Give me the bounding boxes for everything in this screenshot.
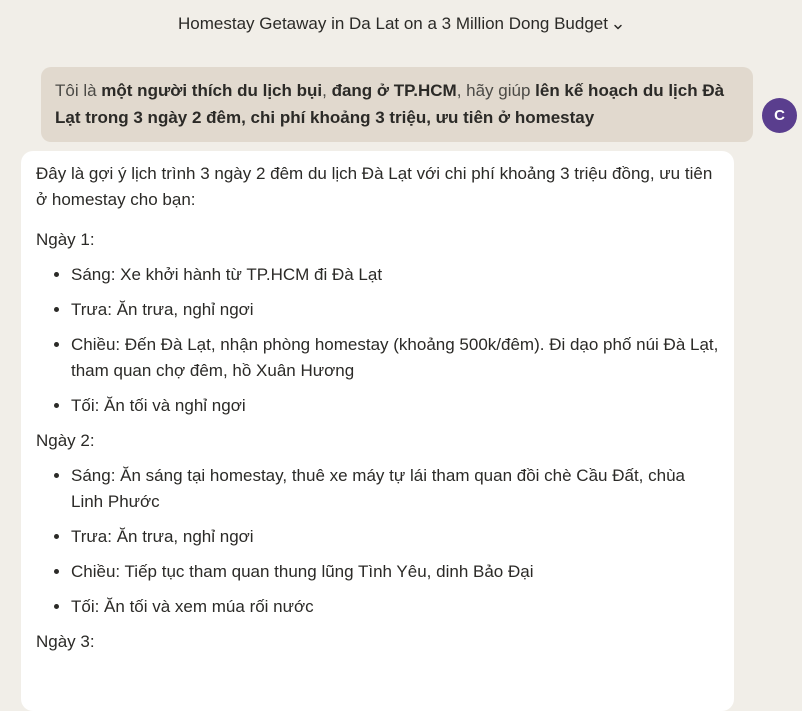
day-activity-list bbox=[36, 463, 720, 620]
user-avatar[interactable]: C bbox=[762, 98, 797, 133]
day-heading: Ngày 2: bbox=[36, 431, 95, 450]
activity-item: • Sáng: Xe khởi hành từ TP.HCM đi Đà Lạt bbox=[71, 262, 720, 288]
activity-item: • Chiều: Đến Đà Lạt, nhận phòng homestay (khoảng 500k/đêm). Đi dạo phố núi Đà Lạt, tham quan chợ đêm, hồ Xuân Hương bbox=[71, 332, 720, 384]
activity-item: • Trưa: Ăn trưa, nghỉ ngơi bbox=[71, 524, 720, 550]
day-heading: Ngày 3: bbox=[36, 632, 95, 651]
day-heading: Ngày 1: bbox=[36, 230, 95, 249]
user-message-bold-text: một người thích du lịch bụi bbox=[101, 81, 323, 100]
assistant-intro: Đây là gợi ý lịch trình 3 ngày 2 đêm du lịch Đà Lạt với chi phí khoảng 3 triệu đồng, ưu tiên ở homestay cho bạn: bbox=[36, 164, 713, 209]
day-activity-list bbox=[36, 262, 720, 419]
activity-item: • Tối: Ăn tối và xem múa rối nước bbox=[71, 594, 720, 620]
user-message-text: , hãy giúp bbox=[456, 81, 536, 100]
conversation-header bbox=[0, 0, 802, 48]
conversation-title: Homestay Getaway in Da Lat on a 3 Million Dong Budget bbox=[178, 14, 608, 33]
assistant-message bbox=[21, 151, 734, 711]
user-message-bold-text: đang ở TP.HCM bbox=[331, 81, 457, 100]
activity-item: • Tối: Ăn tối và nghỉ ngơi bbox=[71, 393, 720, 419]
conversation-title-button[interactable] bbox=[178, 14, 624, 34]
user-message-text: , bbox=[322, 81, 332, 100]
chevron-down-icon bbox=[612, 18, 624, 30]
user-message bbox=[41, 67, 753, 142]
activity-item: • Trưa: Ăn trưa, nghỉ ngơi bbox=[71, 297, 720, 323]
activity-item: • Sáng: Ăn sáng tại homestay, thuê xe máy tự lái tham quan đồi chè Cầu Đất, chùa Linh Phước bbox=[71, 463, 720, 515]
user-message-text: Tôi là bbox=[55, 81, 102, 100]
user-message-bold-text: lên kế hoạch du lịch Đà Lạt trong 3 ngày 2 đêm, chi phí khoảng 3 triệu, ưu tiên ở homestay bbox=[55, 81, 725, 127]
itinerary bbox=[36, 227, 720, 655]
activity-item: • Chiều: Tiếp tục tham quan thung lũng Tình Yêu, dinh Bảo Đại bbox=[71, 559, 720, 585]
